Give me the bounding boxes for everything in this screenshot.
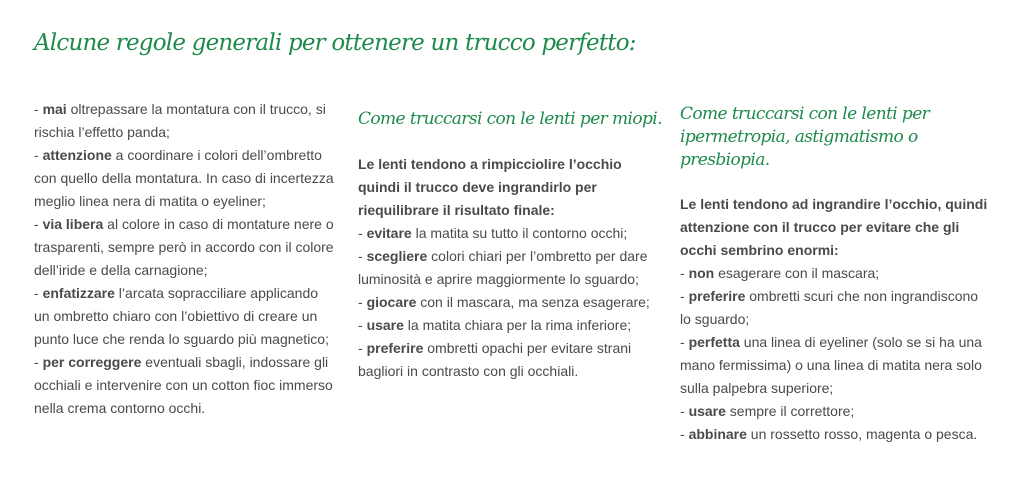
hyperopia-rules-list <box>680 262 990 446</box>
rule-keyword: mai <box>42 101 67 117</box>
rule-item: - perfetta una linea di eyeliner (solo se si ha una mano fermissima) o una linea di matita nera solo sulla palpebra superiore; <box>680 334 982 396</box>
rule-keyword: non <box>688 265 715 281</box>
rule-item: - attenzione a coordinare i colori dell’ombretto con quello della montatura. In caso di incertezza meglio linea nera di matita o eyeliner; <box>34 147 334 209</box>
rule-text: esagerare con il mascara; <box>714 265 880 281</box>
rule-text: eventuali sbagli, indossare gli occhiali e intervenire con un cotton fioc immerso nella crema contorno occhi. <box>34 354 333 416</box>
rule-keyword: preferire <box>366 340 424 356</box>
rule-text: ombretti opachi per evitare strani bagliori in contrasto con gli occhiali. <box>358 340 632 379</box>
rule-item: - enfatizzare l’arcata sopracciliare applicando un ombretto chiaro con l’obiettivo di creare un punto luce che renda lo sguardo più magnetico; <box>34 285 329 347</box>
rule-keyword: enfatizzare <box>42 285 115 301</box>
rule-keyword: scegliere <box>366 248 428 264</box>
rule-text: la matita chiara per la rima inferiore; <box>403 317 632 333</box>
general-rules-list <box>34 98 336 420</box>
rule-item: - giocare con il mascara, ma senza esagerare; <box>358 294 650 310</box>
rule-text: con il mascara, ma senza esagerare; <box>416 294 650 310</box>
rule-text: la matita su tutto il contorno occhi; <box>411 225 628 241</box>
rule-item: - usare sempre il correttore; <box>680 403 855 419</box>
myopia-title: Come truccarsi con le lenti per miopi. <box>358 109 662 129</box>
rule-item: - mai oltrepassare la montatura con il trucco, si rischia l’effetto panda; <box>34 101 326 140</box>
rule-keyword: perfetta <box>688 334 740 350</box>
rule-item: - non esagerare con il mascara; <box>680 265 880 281</box>
hyperopia-column <box>680 103 990 446</box>
myopia-intro: Le lenti tendono a rimpicciolire l’occhio quindi il trucco deve ingrandirlo per riequilibrare il risultato finale: <box>358 156 622 218</box>
rule-text: un rossetto rosso, magenta o pesca. <box>746 426 978 442</box>
rule-item: - preferire ombretti opachi per evitare strani bagliori in contrasto con gli occhiali. <box>358 340 632 379</box>
rule-text: l’arcata sopracciliare applicando un ombretto chiaro con l’obiettivo di creare un punto luce che renda lo sguardo più magnetico; <box>34 285 329 347</box>
myopia-column <box>358 108 664 383</box>
hyperopia-title: Come truccarsi con le lenti per ipermetropia, astigmatismo o presbiopia. <box>680 104 930 170</box>
rule-item: - via libera al colore in caso di montature nere o trasparenti, sempre però in accordo con il colore dell’iride e della carnagione; <box>34 216 334 278</box>
rule-keyword: usare <box>688 403 726 419</box>
rule-item: - evitare la matita su tutto il contorno occhi; <box>358 225 628 241</box>
hyperopia-intro: Le lenti tendono ad ingrandire l’occhio, quindi attenzione con il trucco per evitare che gli occhi sembrino enormi: <box>680 196 988 258</box>
rule-text: ombretti scuri che non ingrandiscono lo sguardo; <box>680 288 979 327</box>
rule-text: oltrepassare la montatura con il trucco, si rischia l’effetto panda; <box>34 101 326 140</box>
general-rules-column <box>34 98 336 420</box>
rule-item: - preferire ombretti scuri che non ingrandiscono lo sguardo; <box>680 288 979 327</box>
rule-keyword: usare <box>366 317 404 333</box>
rule-item: - usare la matita chiara per la rima inferiore; <box>358 317 632 333</box>
rule-keyword: per correggere <box>42 354 142 370</box>
rule-keyword: attenzione <box>42 147 112 163</box>
rule-text: colori chiari per l’ombretto per dare luminosità e aprire maggiormente lo sguardo; <box>358 248 648 287</box>
rule-keyword: abbinare <box>688 426 747 442</box>
myopia-rules-list <box>358 222 664 383</box>
rule-item: - abbinare un rossetto rosso, magenta o pesca. <box>680 426 978 442</box>
rule-text: una linea di eyeliner (solo se si ha una mano fermissima) o una linea di matita nera solo sulla palpebra superiore; <box>680 334 982 396</box>
page-title: Alcune regole generali per ottenere un trucco perfetto: <box>34 30 636 56</box>
rule-keyword: evitare <box>366 225 412 241</box>
rule-keyword: preferire <box>688 288 746 304</box>
rule-item: - scegliere colori chiari per l’ombretto per dare luminosità e aprire maggiormente lo sguardo; <box>358 248 648 287</box>
rule-item: - per correggere eventuali sbagli, indossare gli occhiali e intervenire con un cotton fioc immerso nella crema contorno occhi. <box>34 354 333 416</box>
rule-text: al colore in caso di montature nere o trasparenti, sempre però in accordo con il colore dell’iride e della carnagione; <box>34 216 334 278</box>
rule-keyword: giocare <box>366 294 417 310</box>
rule-keyword: via libera <box>42 216 104 232</box>
rule-text: a coordinare i colori dell’ombretto con quello della montatura. In caso di incertezza meglio linea nera di matita o eyeliner; <box>34 147 334 209</box>
rule-text: sempre il correttore; <box>725 403 855 419</box>
